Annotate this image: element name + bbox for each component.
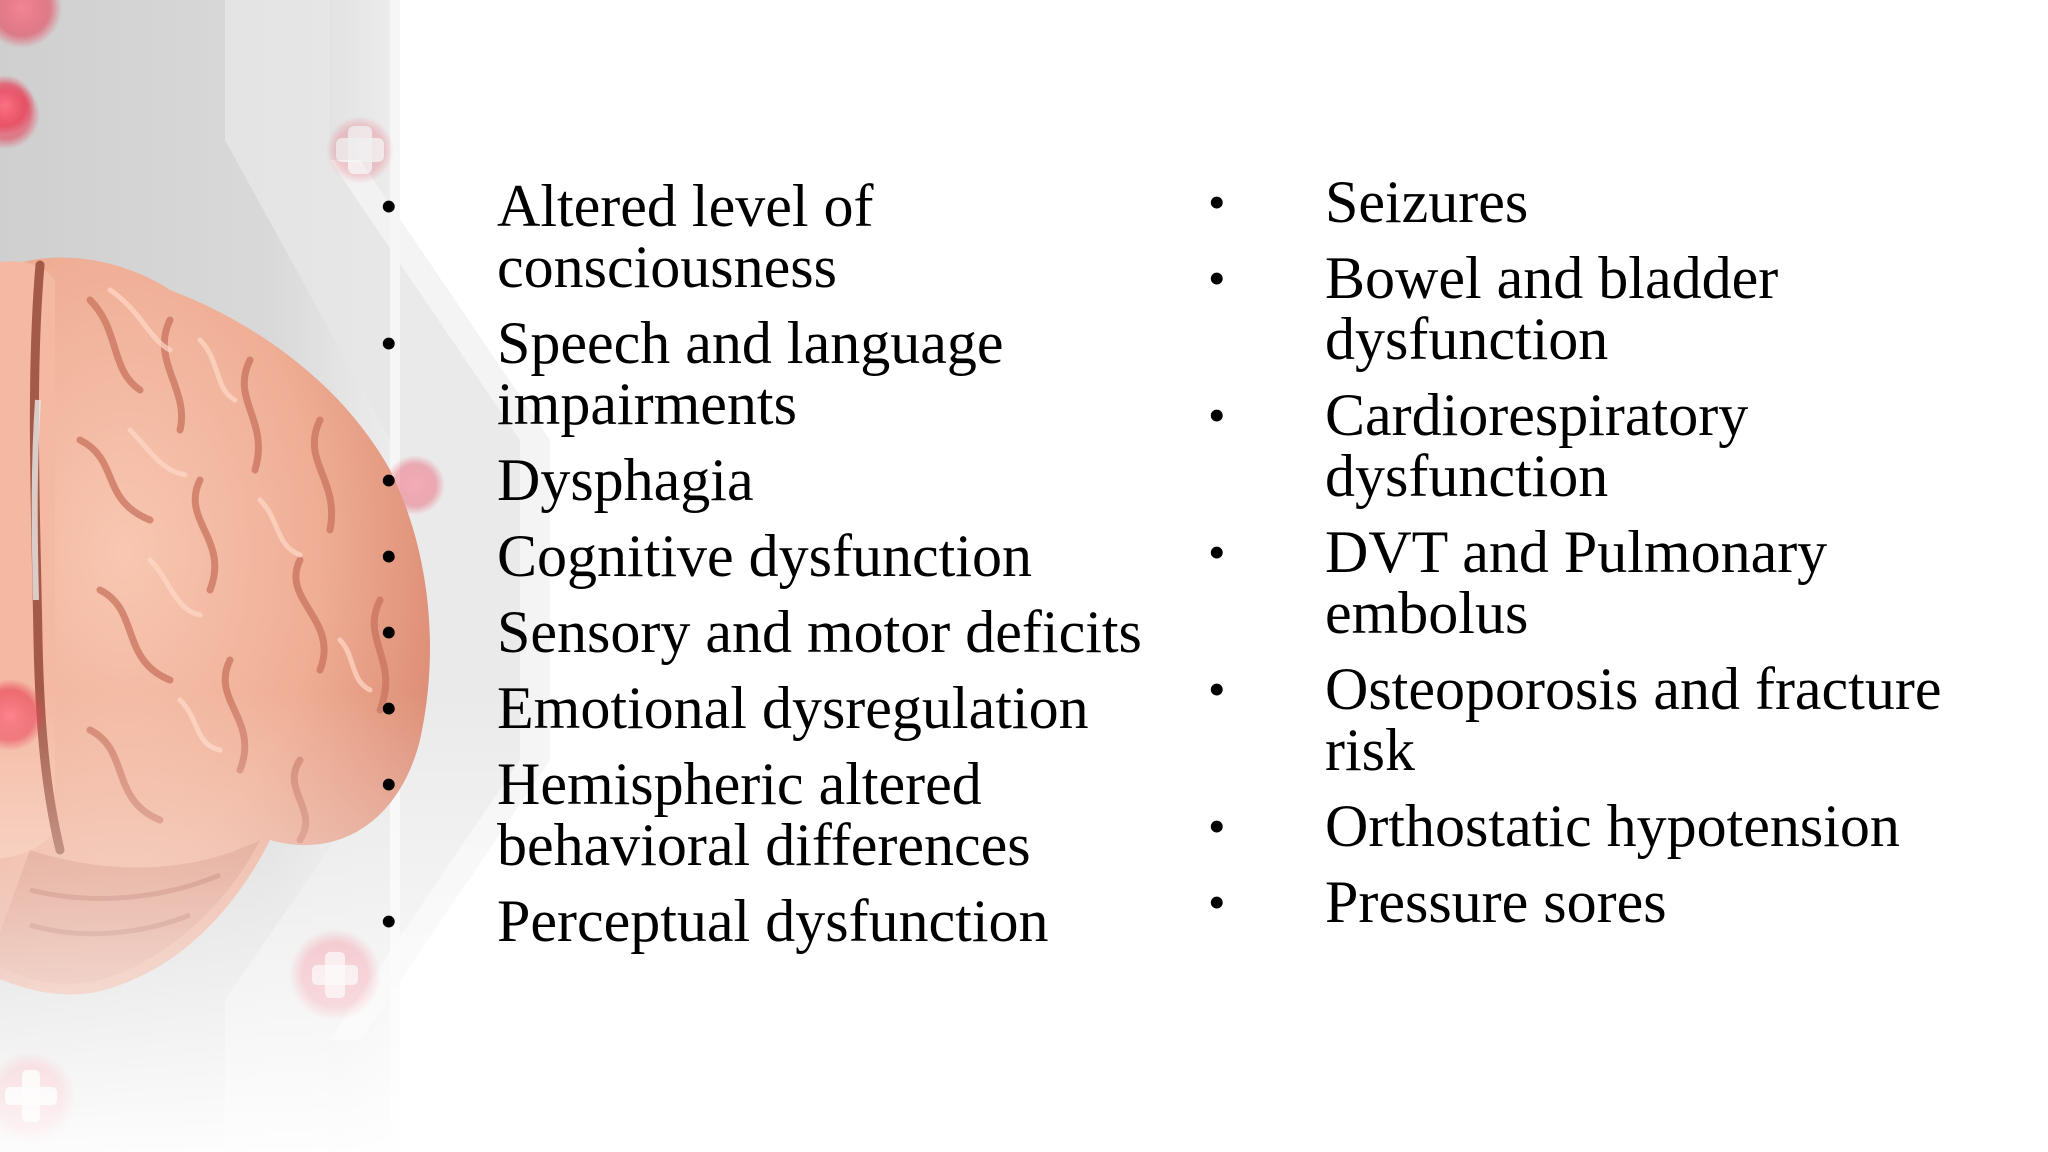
item-text: Perceptual dysfunction xyxy=(497,888,1049,954)
list-item xyxy=(1208,793,2028,859)
bullet: • xyxy=(380,756,398,812)
item-text: Osteoporosis and fracture risk xyxy=(1325,656,1942,783)
list-item xyxy=(380,675,1200,741)
right-bullet-list xyxy=(1208,169,2028,948)
item-text: Bowel and bladder dysfunction xyxy=(1325,245,1779,372)
list-item xyxy=(1208,245,2028,372)
bullet: • xyxy=(380,528,398,584)
list-item xyxy=(1208,869,2028,935)
list-item xyxy=(380,888,1200,954)
list-item xyxy=(1208,169,2028,235)
bullet: • xyxy=(1208,387,1226,443)
bullet: • xyxy=(1208,250,1226,306)
bullet: • xyxy=(1208,524,1226,580)
item-text: Cardiorespiratory dysfunction xyxy=(1325,382,1749,509)
item-text: Orthostatic hypotension xyxy=(1325,793,1900,859)
list-item xyxy=(380,447,1200,513)
list-item xyxy=(1208,382,2028,509)
list-item xyxy=(380,751,1200,878)
item-text: DVT and Pulmonary embolus xyxy=(1325,519,1828,646)
list-item xyxy=(380,310,1200,437)
list-item xyxy=(380,523,1200,589)
bullet: • xyxy=(1208,798,1226,854)
list-item xyxy=(380,599,1200,665)
item-text: Hemispheric altered behavioral differences xyxy=(497,751,1031,878)
item-text: Speech and language impairments xyxy=(497,310,1004,437)
list-item xyxy=(380,173,1200,300)
bullet: • xyxy=(1208,661,1226,717)
bullet: • xyxy=(1208,174,1226,230)
bullet: • xyxy=(380,604,398,660)
item-text: Dysphagia xyxy=(497,447,754,513)
item-text: Altered level of consciousness xyxy=(497,173,874,300)
item-text: Seizures xyxy=(1325,169,1529,235)
list-item xyxy=(1208,519,2028,646)
item-text: Cognitive dysfunction xyxy=(497,523,1032,589)
item-text: Emotional dysregulation xyxy=(497,675,1089,741)
bullet: • xyxy=(380,893,398,949)
bullet: • xyxy=(380,315,398,371)
left-bullet-list xyxy=(380,173,1200,967)
bullet: • xyxy=(380,680,398,736)
item-text: Sensory and motor deficits xyxy=(497,599,1142,665)
item-text: Pressure sores xyxy=(1325,869,1667,935)
bullet: • xyxy=(380,452,398,508)
bullet: • xyxy=(1208,874,1226,930)
bullet: • xyxy=(380,178,398,234)
list-item xyxy=(1208,656,2028,783)
